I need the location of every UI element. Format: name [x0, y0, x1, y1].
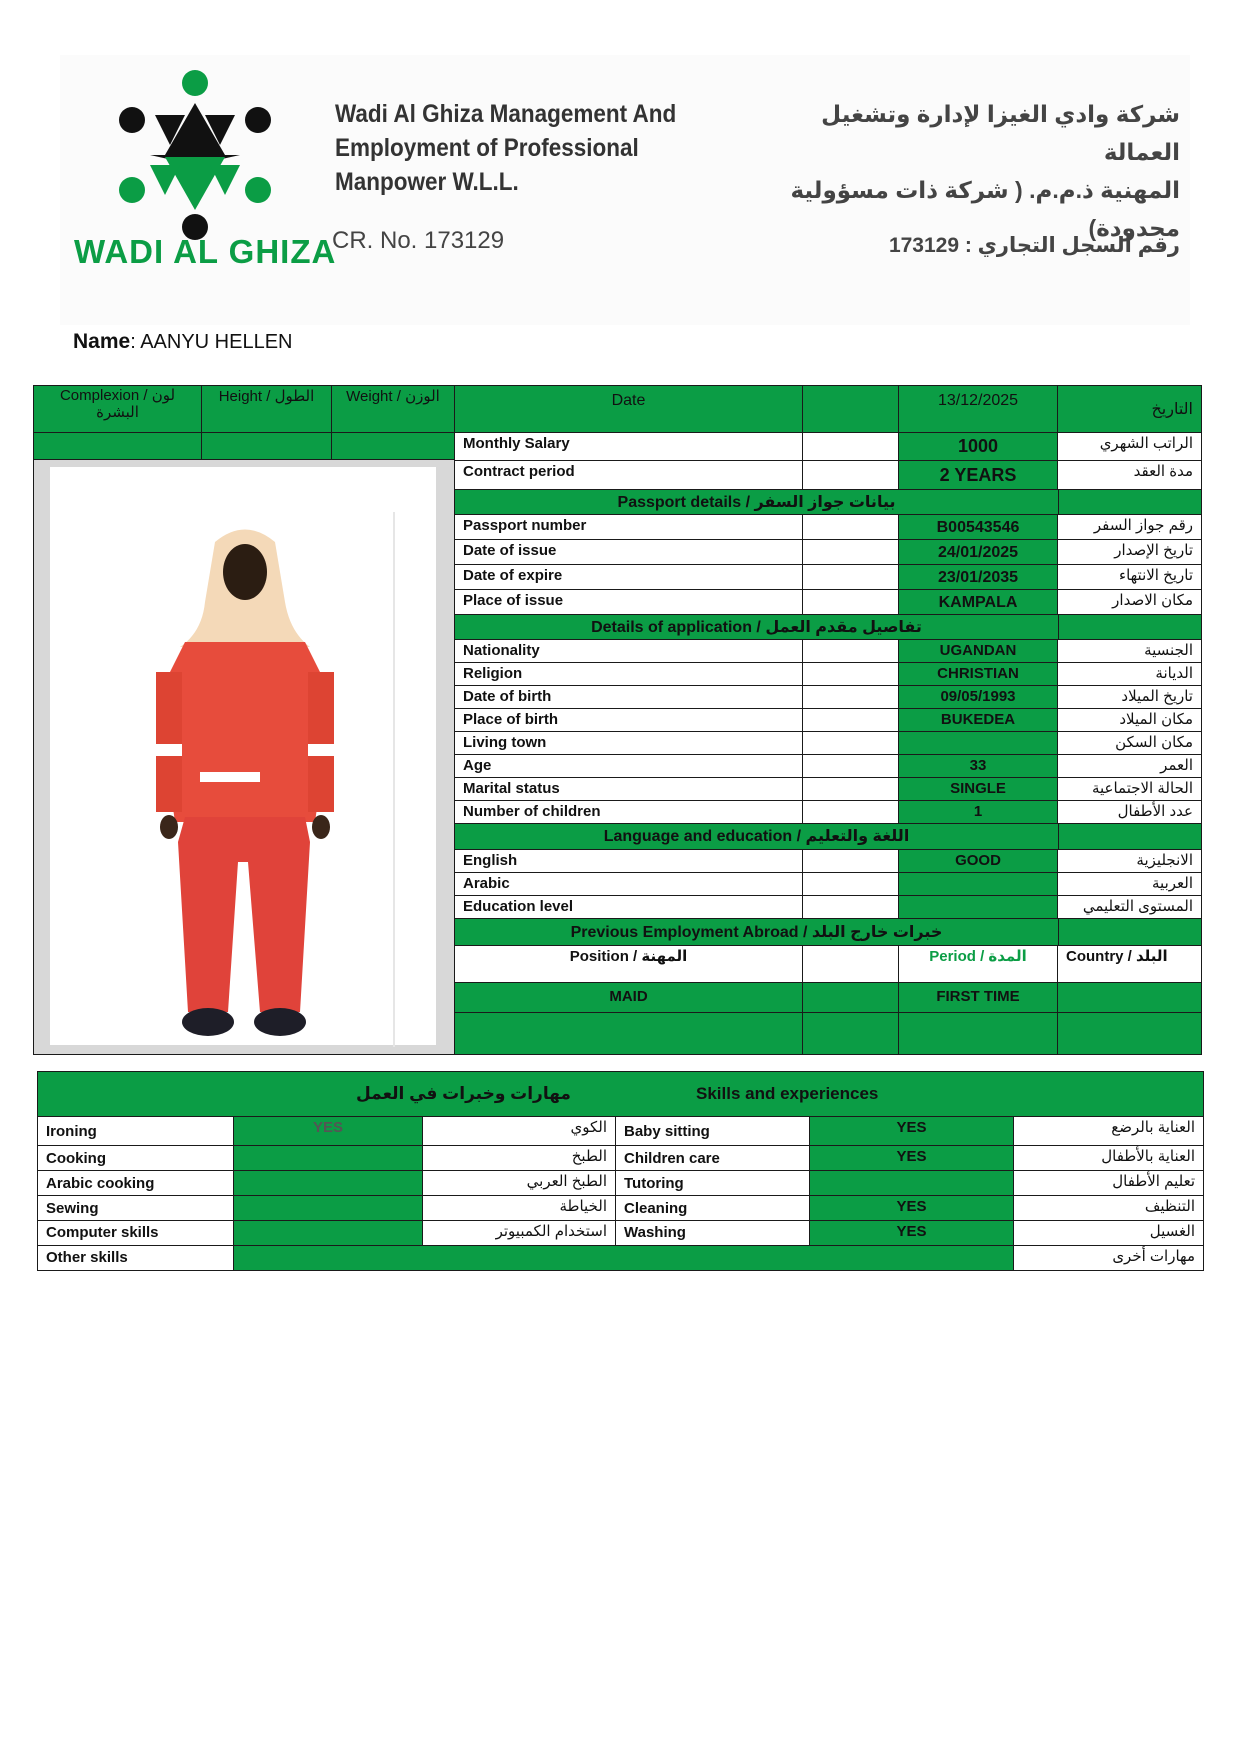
skill-label: Baby sitting [615, 1116, 810, 1146]
row-value: GOOD [898, 849, 1058, 873]
skill-value [233, 1220, 423, 1246]
name-label: Name [73, 330, 131, 353]
skill-label: Washing [615, 1220, 810, 1246]
employment-empty-row [898, 1012, 1058, 1055]
skill-value [233, 1170, 423, 1196]
country-header: Country / البلد [1057, 945, 1202, 983]
company-name-en-line: Manpower W.L.L. [335, 168, 519, 196]
row-value: 24/01/2025 [898, 539, 1058, 565]
height-header: Height / الطول [201, 385, 332, 433]
other-skills-value [233, 1245, 1014, 1271]
weight-value [331, 432, 455, 460]
candidate-name [73, 330, 293, 354]
skill-label: Cooking [37, 1145, 234, 1171]
row-label-ar: تاريخ الميلاد [1057, 685, 1202, 709]
row-value: 23/01/2035 [898, 564, 1058, 590]
skill-label-ar: العناية بالأطفال [1013, 1145, 1204, 1171]
application-section-header: Details of application / تفاصيل مقدم العمل [454, 614, 1059, 640]
row-blank [802, 539, 899, 565]
row-blank [802, 708, 899, 732]
skill-label-ar: تعليم الأطفال [1013, 1170, 1204, 1196]
skill-value: YES [809, 1116, 1014, 1146]
passport-section-header: Passport details / بيانات جواز السفر [454, 489, 1059, 515]
contract-value: 2 YEARS [898, 460, 1058, 490]
employment-empty-row [454, 1012, 803, 1055]
row-blank [802, 754, 899, 778]
skill-value: YES [809, 1145, 1014, 1171]
skill-label: Arabic cooking [37, 1170, 234, 1196]
skill-label-ar: الغسيل [1013, 1220, 1204, 1246]
skills-header-en: Skills and experiences [696, 1084, 879, 1103]
employment-empty-row [802, 1012, 899, 1055]
skills-header-ar: مهارات وخبرات في العمل [356, 1084, 571, 1103]
skill-label-ar: استخدام الكمبيوتر [422, 1220, 616, 1246]
skill-value [233, 1145, 423, 1171]
row-label-ar: الجنسية [1057, 639, 1202, 663]
employment-header-blank [1058, 918, 1202, 946]
skill-label-ar: مهارات أخرى [1013, 1245, 1204, 1271]
row-label-ar: مكان الاصدار [1057, 589, 1202, 615]
employment-empty-row [1057, 1012, 1202, 1055]
height-value [201, 432, 332, 460]
employment-value-blank [802, 982, 899, 1013]
row-blank [802, 895, 899, 919]
row-label-ar: الحالة الاجتماعية [1057, 777, 1202, 801]
employment-section-header: Previous Employment Abroad / خبرات خارج البلد [454, 918, 1059, 946]
position-header: Position / المهنة [454, 945, 803, 983]
employment-blank [802, 945, 899, 983]
row-value: B00543546 [898, 514, 1058, 540]
row-label: Living town [454, 731, 803, 755]
skill-label: Tutoring [615, 1170, 810, 1196]
date-label: Date [454, 385, 803, 433]
salary-label: Monthly Salary [454, 432, 803, 461]
row-label-ar: عدد الأطفال [1057, 800, 1202, 824]
row-blank [802, 731, 899, 755]
language-section-header: Language and education / اللغة والتعليم [454, 823, 1059, 850]
skill-label-ar: الطبخ [422, 1145, 616, 1171]
row-value: 33 [898, 754, 1058, 778]
company-name-ar-line: المهنية ذ.م.م. ( شركة ذات مسؤولية [790, 177, 1180, 203]
period-value: FIRST TIME [898, 982, 1058, 1013]
skill-label: Children care [615, 1145, 810, 1171]
row-label-ar: تاريخ الإصدار [1057, 539, 1202, 565]
row-blank [802, 564, 899, 590]
row-label-ar: العمر [1057, 754, 1202, 778]
row-label: Date of birth [454, 685, 803, 709]
row-label: English [454, 849, 803, 873]
skill-value: YES [809, 1220, 1014, 1246]
salary-blank [802, 432, 899, 461]
skill-label: Computer skills [37, 1220, 234, 1246]
logo-wordmark: WADI AL GHIZA [74, 233, 337, 270]
row-label: Date of issue [454, 539, 803, 565]
row-label-ar: مكان السكن [1057, 731, 1202, 755]
row-label-ar: رقم جواز السفر [1057, 514, 1202, 540]
row-label-ar: الديانة [1057, 662, 1202, 686]
row-label-ar: المستوى التعليمي [1057, 895, 1202, 919]
name-value: : AANYU HELLEN [130, 331, 293, 353]
row-blank [802, 849, 899, 873]
skill-value [233, 1195, 423, 1221]
company-name-en [335, 97, 714, 199]
application-header-blank [1058, 614, 1202, 640]
position-value: MAID [454, 982, 803, 1013]
skill-label: Cleaning [615, 1195, 810, 1221]
row-label: Age [454, 754, 803, 778]
row-label: Education level [454, 895, 803, 919]
candidate-photo [50, 467, 436, 1045]
skill-label-ar: الكوي [422, 1116, 616, 1146]
row-label-ar: مكان الميلاد [1057, 708, 1202, 732]
photo-wall-line [393, 512, 395, 1047]
language-header-blank [1058, 823, 1202, 850]
skill-label-ar: الطبخ العربي [422, 1170, 616, 1196]
row-value: UGANDAN [898, 639, 1058, 663]
skill-label: Other skills [37, 1245, 234, 1271]
cr-number-ar: رقم السجل التجاري : 173129 [888, 234, 1180, 257]
letterhead [60, 55, 1190, 325]
row-blank [802, 800, 899, 824]
country-value [1057, 982, 1202, 1013]
company-name-ar-line: شركة وادي الغيزا لإدارة وتشغيل العمالة [821, 101, 1180, 165]
skill-label-ar: الخياطة [422, 1195, 616, 1221]
row-label: Arabic [454, 872, 803, 896]
row-label-ar: العربية [1057, 872, 1202, 896]
row-label: Nationality [454, 639, 803, 663]
period-header: Period / المدة [898, 945, 1058, 983]
company-logo-icon [110, 65, 280, 245]
skill-label: Sewing [37, 1195, 234, 1221]
row-label: Religion [454, 662, 803, 686]
person-photo-icon [150, 522, 340, 1042]
row-value [898, 731, 1058, 755]
salary-label-ar: الراتب الشهري [1057, 432, 1202, 461]
row-label: Place of birth [454, 708, 803, 732]
skill-label-ar: التنظيف [1013, 1195, 1204, 1221]
row-value: CHRISTIAN [898, 662, 1058, 686]
contract-blank [802, 460, 899, 490]
skill-label: Ironing [37, 1116, 234, 1146]
company-name-en-line: Wadi Al Ghiza Management And [335, 100, 677, 128]
row-value: KAMPALA [898, 589, 1058, 615]
date-value: 13/12/2025 [898, 385, 1058, 433]
row-value: BUKEDEA [898, 708, 1058, 732]
row-value: 1 [898, 800, 1058, 824]
weight-header: Weight / الوزن [331, 385, 455, 433]
row-label-ar: الانجليزية [1057, 849, 1202, 873]
row-value [898, 895, 1058, 919]
row-blank [802, 872, 899, 896]
skill-value: YES [233, 1116, 423, 1146]
row-label-ar: تاريخ الانتهاء [1057, 564, 1202, 590]
skills-header [37, 1071, 1204, 1117]
skill-value [809, 1170, 1014, 1196]
contract-label: Contract period [454, 460, 803, 490]
cr-number-en: CR. No. 173129 [332, 227, 505, 254]
row-blank [802, 685, 899, 709]
date-blank [802, 385, 899, 433]
skill-value: YES [809, 1195, 1014, 1221]
company-name-ar-line: محدودة) [1088, 215, 1180, 241]
row-blank [802, 589, 899, 615]
row-label: Passport number [454, 514, 803, 540]
row-label: Date of expire [454, 564, 803, 590]
complexion-value [33, 432, 202, 460]
row-value: 09/05/1993 [898, 685, 1058, 709]
row-label: Number of children [454, 800, 803, 824]
row-blank [802, 514, 899, 540]
contract-label-ar: مدة العقد [1057, 460, 1202, 490]
company-name-ar [760, 95, 1180, 247]
row-blank [802, 662, 899, 686]
salary-value: 1000 [898, 432, 1058, 461]
row-label: Place of issue [454, 589, 803, 615]
date-label-ar: التاريخ [1057, 385, 1202, 433]
row-label: Marital status [454, 777, 803, 801]
company-name-en-line: Employment of Professional [335, 134, 639, 162]
complexion-header: Complexion / لون البشرة [33, 385, 202, 433]
row-blank [802, 777, 899, 801]
row-value [898, 872, 1058, 896]
row-value: SINGLE [898, 777, 1058, 801]
passport-header-blank [1058, 489, 1202, 515]
row-blank [802, 639, 899, 663]
skill-label-ar: العناية بالرضع [1013, 1116, 1204, 1146]
